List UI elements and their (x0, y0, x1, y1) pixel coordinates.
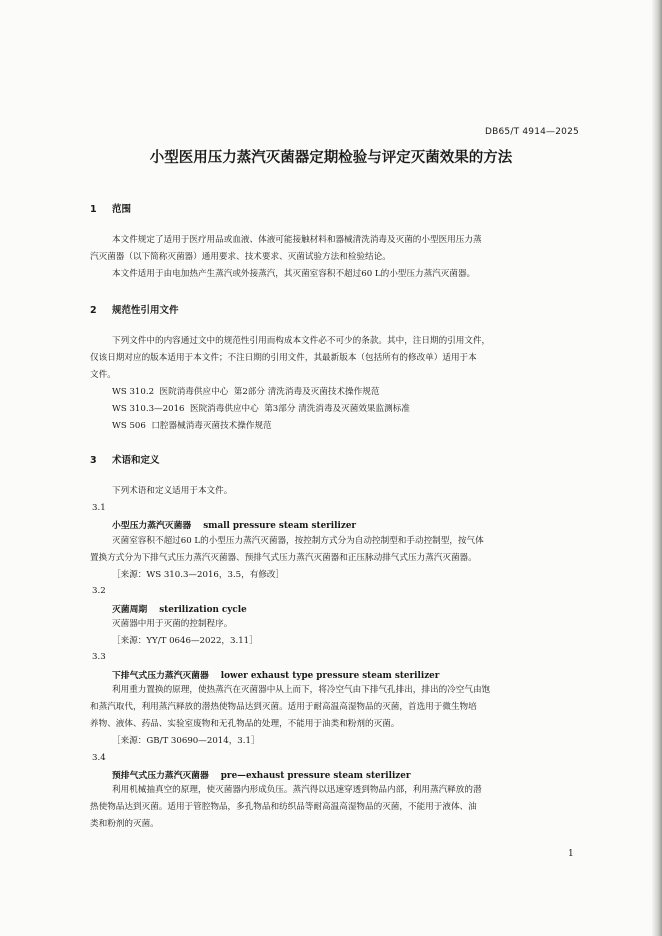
section-heading-normative-references (90, 302, 179, 316)
text-line: 置换方式分为下排气式压力蒸汽灭菌器、预排气式压力蒸汽灭菌器和正压脉动排气式压力蒸汽灭菌器。 (90, 553, 477, 563)
text-line: 仅该日期对应的版本适用于本文件；不注日期的引用文件，其最新版本（包括所有的修改单）适用于本 (90, 353, 477, 363)
scan-edge (652, 0, 662, 936)
text-line: 文件。 (90, 370, 116, 380)
page-number: 1 (568, 849, 574, 859)
section-title: 规范性引用文件 (112, 305, 179, 316)
section-number: 3 (90, 455, 97, 466)
term-chinese: 预排气式压力蒸汽灭菌器 (112, 771, 209, 781)
term-english: sterilization cycle (159, 605, 247, 615)
source-note: ［来源：YY/T 0646—2022，3.11］ (112, 636, 258, 646)
clause-number: 3.4 (92, 753, 106, 763)
term-chinese: 小型压力蒸汽灭菌器 (112, 521, 192, 531)
term-chinese: 下排气式压力蒸汽灭菌器 (112, 671, 209, 681)
text-line: 灭菌室容积不超过60 L的小型压力蒸汽灭菌器，按控制方式分为自动控制型和手动控制型，按气体 (112, 536, 484, 546)
section-number: 1 (90, 204, 97, 215)
clause-number: 3.2 (92, 586, 106, 596)
source-note: ［来源：GB/T 30690—2014，3.1］ (112, 736, 260, 746)
section-title: 范围 (112, 204, 132, 215)
paragraph (90, 333, 590, 435)
term-definition (90, 533, 590, 584)
reference-item: WS 506 口腔器械消毒灭菌技术操作规范 (112, 421, 272, 431)
term-english: lower exhaust type pressure steam sterilizer (220, 671, 440, 681)
term-definition (90, 782, 590, 833)
term-heading (112, 518, 356, 531)
reference-item: WS 310.3—2016 医院消毒供应中心 第3部分 清洗消毒及灭菌效果监测标准 (112, 404, 410, 414)
term-chinese: 灭菌周期 (112, 605, 148, 615)
text-line: 下列术语和定义适用于本文件。 (112, 486, 233, 496)
section-heading-scope (90, 201, 131, 215)
section-heading-terms (90, 452, 160, 466)
paragraph (90, 232, 590, 283)
clause-number: 3.1 (92, 503, 106, 513)
paragraph (90, 483, 590, 500)
document-title: 小型医用压力蒸汽灭菌器定期检验与评定灭菌效果的方法 (149, 150, 513, 166)
term-english: pre—exhaust pressure steam sterilizer (220, 771, 411, 781)
term-heading (112, 768, 411, 781)
term-heading (112, 602, 247, 615)
text-line: 利用重力置换的原理，使热蒸汽在灭菌器中从上而下，将冷空气由下排气孔排出，排出的冷空气由饱 (112, 685, 491, 695)
text-line: 本文件适用于由电加热产生蒸汽或外接蒸汽，其灭菌室容积不超过60 L的小型压力蒸汽灭菌器。 (112, 269, 476, 279)
source-note: ［来源：WS 310.3—2016，3.5，有修改］ (112, 570, 285, 580)
text-line: 灭菌器中用于灭菌的控制程序。 (112, 619, 233, 629)
term-heading (112, 668, 439, 681)
text-line: 利用机械抽真空的原理，使灭菌器内形成负压。蒸汽得以迅速穿透到物品内部，利用蒸汽释放的潜 (112, 785, 482, 795)
term-definition (90, 616, 590, 650)
text-line: 本文件规定了适用于医疗用品或血液、体液可能接触材料和器械清洗消毒及灭菌的小型医用压力蒸 (112, 235, 482, 245)
text-line: 热使物品达到灭菌。适用于管腔物品，多孔物品和纺织品等耐高温高湿物品的灭菌，不能用于液体、油 (90, 802, 477, 812)
document-code: DB65/T 4914—2025 (485, 127, 579, 137)
text-line: 和蒸汽取代，利用蒸汽释放的潜热使物品达到灭菌。适用于耐高温高湿物品的灭菌，首选用于微生物培 (90, 702, 477, 712)
text-line: 下列文件中的内容通过文中的规范性引用而构成本文件必不可少的条款。其中，注日期的引用文件， (112, 336, 491, 346)
text-line: 汽灭菌器（以下简称灭菌器）通用要求、技术要求、灭菌试验方法和检验结论。 (90, 252, 391, 262)
reference-item: WS 310.2 医院消毒供应中心 第2部分 清洗消毒及灭菌技术操作规范 (112, 387, 380, 397)
term-english: small pressure steam sterilizer (203, 521, 357, 531)
clause-number: 3.3 (92, 652, 106, 662)
text-line: 类和粉剂的灭菌。 (90, 819, 159, 829)
text-line: 养物、液体、药品、实验室废物和无孔物品的处理，不能用于油类和粉剂的灭菌。 (90, 719, 400, 729)
term-definition (90, 682, 590, 750)
section-title: 术语和定义 (112, 455, 160, 466)
section-number: 2 (90, 305, 97, 316)
